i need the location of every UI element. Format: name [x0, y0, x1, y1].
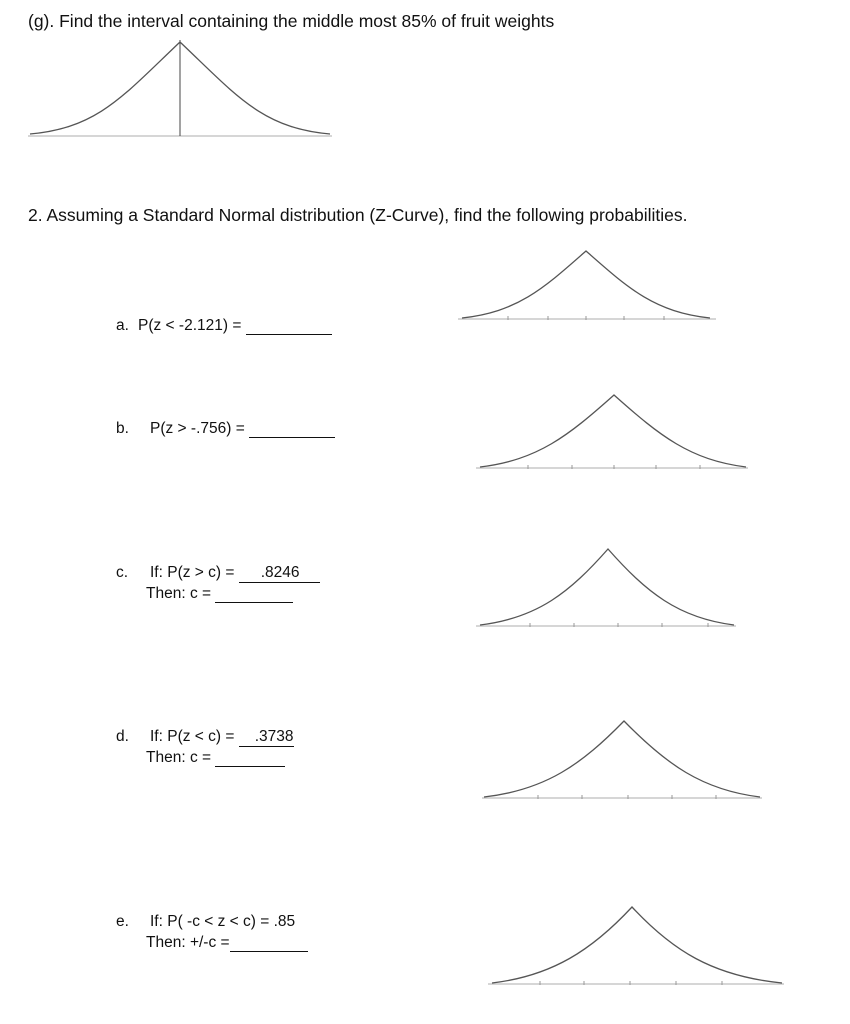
- item-b-prompt: P(z > -.756) =: [150, 420, 245, 437]
- item-c-bell-curve: [476, 546, 740, 630]
- item-e-prompt: If: P( -c < z < c) = .85: [150, 913, 296, 930]
- question-2-title: 2. Assuming a Standard Normal distribution (Z-Curve), find the following probabilities.: [28, 205, 688, 225]
- item-d-answer-blank[interactable]: [215, 750, 285, 767]
- item-e-letter: e.: [116, 913, 129, 930]
- item-b-answer-blank[interactable]: [249, 421, 335, 438]
- item-d: [116, 728, 294, 747]
- item-b-letter: b.: [116, 420, 129, 437]
- item-a-letter: a.: [116, 317, 129, 334]
- item-e-bell-curve: [488, 904, 788, 988]
- part-g-title: (g). Find the interval containing the middle most 85% of fruit weights: [28, 11, 555, 31]
- item-b-bell-curve: [476, 392, 752, 472]
- item-d-bell-curve: [482, 718, 766, 802]
- item-e: [116, 913, 295, 931]
- item-d-given-value: .3738: [239, 728, 294, 747]
- item-c-then: [146, 585, 293, 603]
- item-a: [116, 317, 332, 335]
- item-e-answer-blank[interactable]: [230, 935, 308, 952]
- item-a-prompt: P(z < -2.121) =: [138, 317, 242, 334]
- item-d-then-label: Then: c =: [146, 749, 212, 766]
- item-c-prompt: If: P(z > c) =: [150, 564, 235, 581]
- item-c: [116, 564, 320, 583]
- item-d-then: [146, 749, 285, 767]
- item-a-answer-blank[interactable]: [246, 318, 332, 335]
- item-c-letter: c.: [116, 564, 129, 581]
- item-d-prompt: If: P(z < c) =: [150, 728, 235, 745]
- item-e-then: [146, 934, 308, 952]
- part-g-bell-curve: [28, 38, 334, 140]
- item-c-answer-blank[interactable]: [215, 586, 293, 603]
- item-e-then-label: Then: +/-c =: [146, 934, 230, 951]
- item-c-given-value: .8246: [239, 564, 320, 583]
- item-d-letter: d.: [116, 728, 129, 745]
- item-a-bell-curve: [458, 248, 728, 324]
- item-b: [116, 420, 335, 438]
- item-c-then-label: Then: c =: [146, 585, 212, 602]
